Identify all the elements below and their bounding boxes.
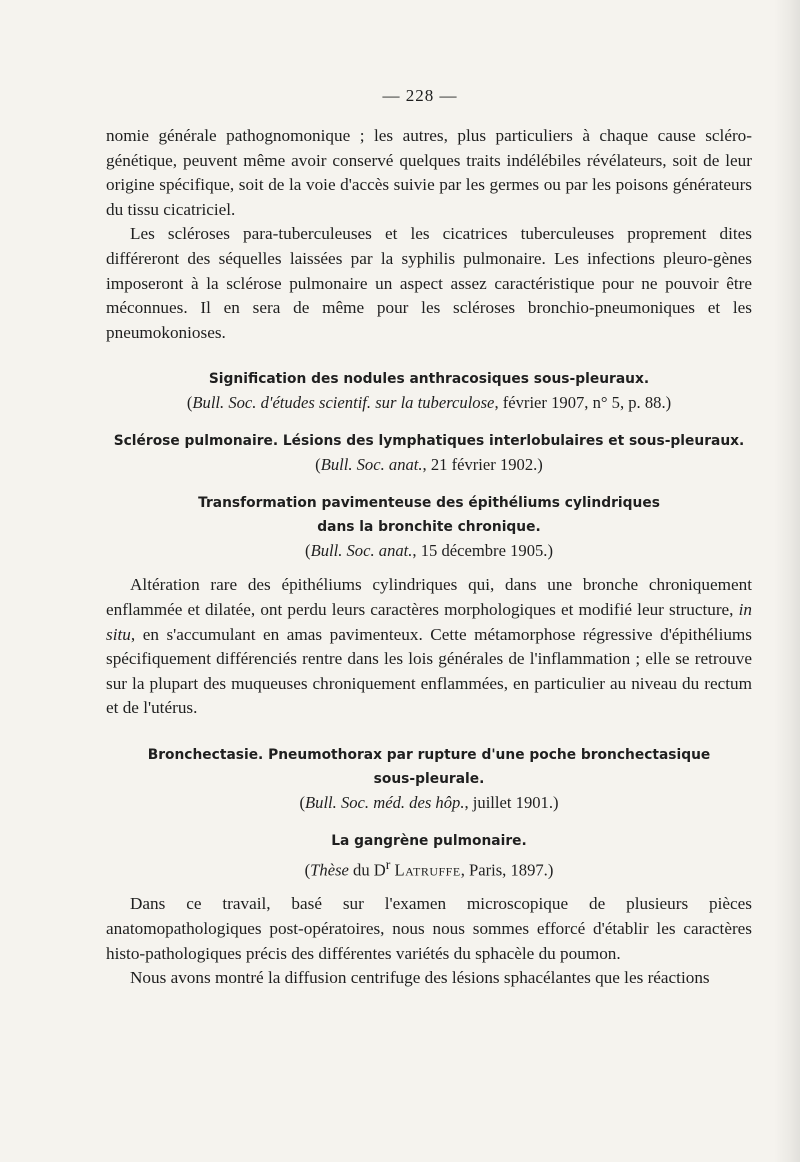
reference-journal: Bull. Soc. d'études scientif. sur la tuberculose <box>192 393 495 413</box>
section-reference-bronchectasis: (Bull. Soc. méd. des hôp., juillet 1901.) <box>299 792 559 812</box>
reference-journal: Bull. Soc. anat. <box>320 455 423 475</box>
intro-paragraph-1: nomie générale pathognomonique ; les autres, plus particuliers à chaque cause scléro-génétique, peuvent même avoir conservé quelques traits indélébiles révélateurs, soit de leur origine spécifique, soit de la voie d'accès suivie par les germes ou par les poisons générateurs du tissu cicatriciel. <box>106 126 752 219</box>
page-edge-shadow <box>774 0 800 1162</box>
reference-date: , 21 février 1902. <box>422 455 538 475</box>
reference-date: , Paris, 1897. <box>460 860 548 880</box>
reference-journal: Bull. Soc. méd. des hôp. <box>305 792 465 812</box>
reference-date: , 15 décembre 1905. <box>412 541 548 561</box>
reference-thesis: Thèse <box>310 860 349 880</box>
reference-date: , février 1907, n° 5, p. 88. <box>494 393 666 413</box>
reference-date: , juillet 1901. <box>464 792 553 812</box>
reference-superscript: r <box>385 856 391 872</box>
section-reference-transformation: (Bull. Soc. anat., 15 décembre 1905.) <box>305 541 553 561</box>
section-title-sclerosis: Sclérose pulmonaire. Lésions des lymphatiques interlobulaires et sous-pleuraux. <box>113 433 745 450</box>
section-body-gangrene-1: Dans ce travail, basé sur l'examen microscopique de plusieurs pièces anatomopathologiques post-opératoires, nous nous sommes efforcé d'établir les caractères histo-pathologiques précis des différentes variétés du sphacèle du poumon. <box>106 894 752 963</box>
section-body-gangrene-2: Nous avons montré la diffusion centrifuge des lésions sphacélantes que les réactions <box>130 968 710 988</box>
reference-text: du D <box>348 860 386 880</box>
section-title-anthracosis: Signification des nodules anthracosiques sous-pleuraux. <box>208 371 650 388</box>
section-reference-gangrene: (Thèse du $D^r$ Latruffe, Paris, 1897.) <box>304 856 554 880</box>
section-title-bronchectasis-line-1: Bronchectasie. Pneumothorax par rupture d'une poche bronchectasique <box>147 746 711 763</box>
body-italic-text: in situ <box>106 599 752 644</box>
reference-author: Latruffe <box>394 860 461 880</box>
section-reference-anthracosis: (Bull. Soc. d'études scientif. sur la tuberculose, février 1907, n° 5, p. 88.) <box>186 393 672 413</box>
section-title-gangrene: La gangrène pulmonaire. <box>331 832 527 849</box>
page-content <box>106 124 752 991</box>
section-title-transformation-line-2: dans la bronchite chronique. <box>317 519 541 536</box>
page-number: — 228 — <box>382 86 458 105</box>
section-body-transformation <box>106 573 752 721</box>
body-text: , en s'accumulant en amas pavimenteux. Cette métamorphose régressive d'épithéliums spécifiquement différenciés rentre dans les lois générales de l'inflammation ; elle se retrouve sur la plupart des muqueuses chroniquement enflammées, en particulier au niveau du rectum et de l'utérus. <box>106 624 752 718</box>
reference-journal: Bull. Soc. anat. <box>310 541 413 561</box>
intro-paragraph-2: Les scléroses para-tuberculeuses et les cicatrices tuberculeuses proprement dites différeront des séquelles laissées par la syphilis pulmonaire. Les infections pleuro-gènes imposeront à la sclérose pulmonaire un aspect assez caractéristique pour ne pouvoir être méconnues. Il en sera de même pour les scléroses bronchio-pneumoniques et les pneumokonioses. <box>106 224 752 342</box>
section-title-transformation-line-1: Transformation pavimenteuse des épithéliums cylindriques <box>198 495 660 512</box>
section-reference-sclerosis: (Bull. Soc. anat., 21 février 1902.) <box>315 455 543 475</box>
body-text: Altération rare des épithéliums cylindriques qui, dans une bronche chroniquement enflammée et dilatée, ont perdu leurs caractères morphologiques et modifié leur structure, <box>106 575 752 619</box>
section-title-bronchectasis-line-2: sous-pleurale. <box>373 770 485 787</box>
